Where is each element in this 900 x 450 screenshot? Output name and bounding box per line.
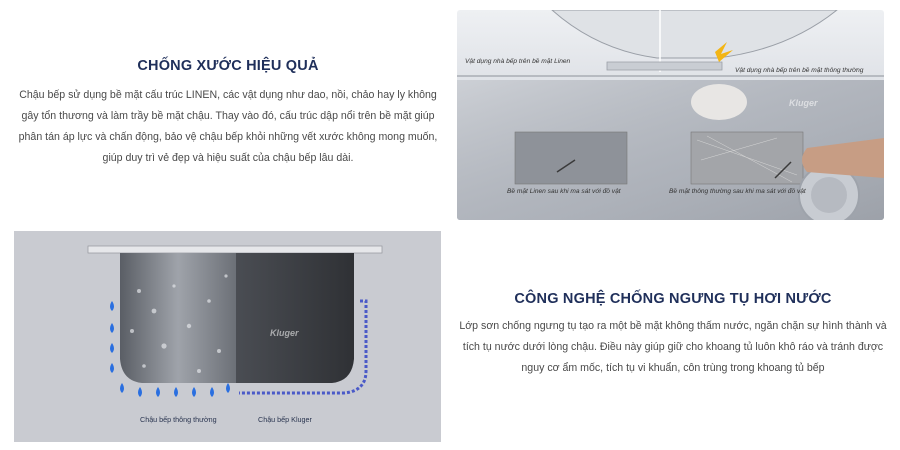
caption-normal-sink: Chậu bếp thông thường (140, 415, 217, 424)
section-title-scratch-resistance: CHỐNG XƯỚC HIỆU QUẢ (137, 58, 319, 74)
description-line: giúp duy trì vẻ đẹp và hiệu suất của chậu bếp lâu dài. (102, 152, 354, 164)
caption-normal-after: Bề mặt thông thường sau khi ma sát với đồ vật (669, 188, 806, 195)
anti-condensation-comparison-image (14, 231, 441, 442)
description-line: Lớp sơn chống ngưng tụ tạo ra một bề mặt không thấm nước, ngăn chặn sự hình thành và (459, 320, 887, 332)
description-line: tích tụ nước dưới lòng chậu. Điều này giúp giữ cho khoang tủ luôn khô ráo và tránh được (462, 341, 884, 353)
description-line: Chậu bếp sử dụng bề mặt cấu trúc LINEN, các vật dụng như dao, nồi, chảo hay ly không (19, 89, 437, 101)
caption-kluger-sink: Chậu bếp Kluger (258, 415, 312, 424)
caption-linen-after: Bề mặt Linen sau khi ma sát với đồ vật (507, 188, 621, 195)
section-title-anti-condensation: CÔNG NGHỆ CHỐNG NGƯNG TỤ HƠI NƯỚC (514, 291, 832, 307)
section-scratch-description (0, 85, 456, 169)
watermark-logo: Kluger (270, 328, 299, 338)
description-line: nguy cơ ẩm mốc, tích tụ vi khuẩn, côn trùng trong khoang tủ bếp (521, 362, 825, 374)
description-line: gây tổn thương và làm trầy bề mặt chậu. Thay vào đó, cấu trúc dập nổi trên bề mặt giúp (21, 110, 435, 122)
section-condensation-description (446, 316, 900, 379)
sink-illustration (14, 231, 441, 442)
description-line: phân tán áp lực và chấn động, bảo vệ chậu bếp khỏi những vết xước không mong muốn, (18, 131, 438, 143)
label-normal-surface: Vật dụng nhà bếp trên bề mặt thông thường (735, 67, 864, 74)
linen-surface-comparison-image (457, 10, 884, 220)
label-linen-surface: Vật dụng nhà bếp trên bề mặt Linen (465, 58, 571, 65)
watermark-logo: Kluger (789, 98, 818, 108)
